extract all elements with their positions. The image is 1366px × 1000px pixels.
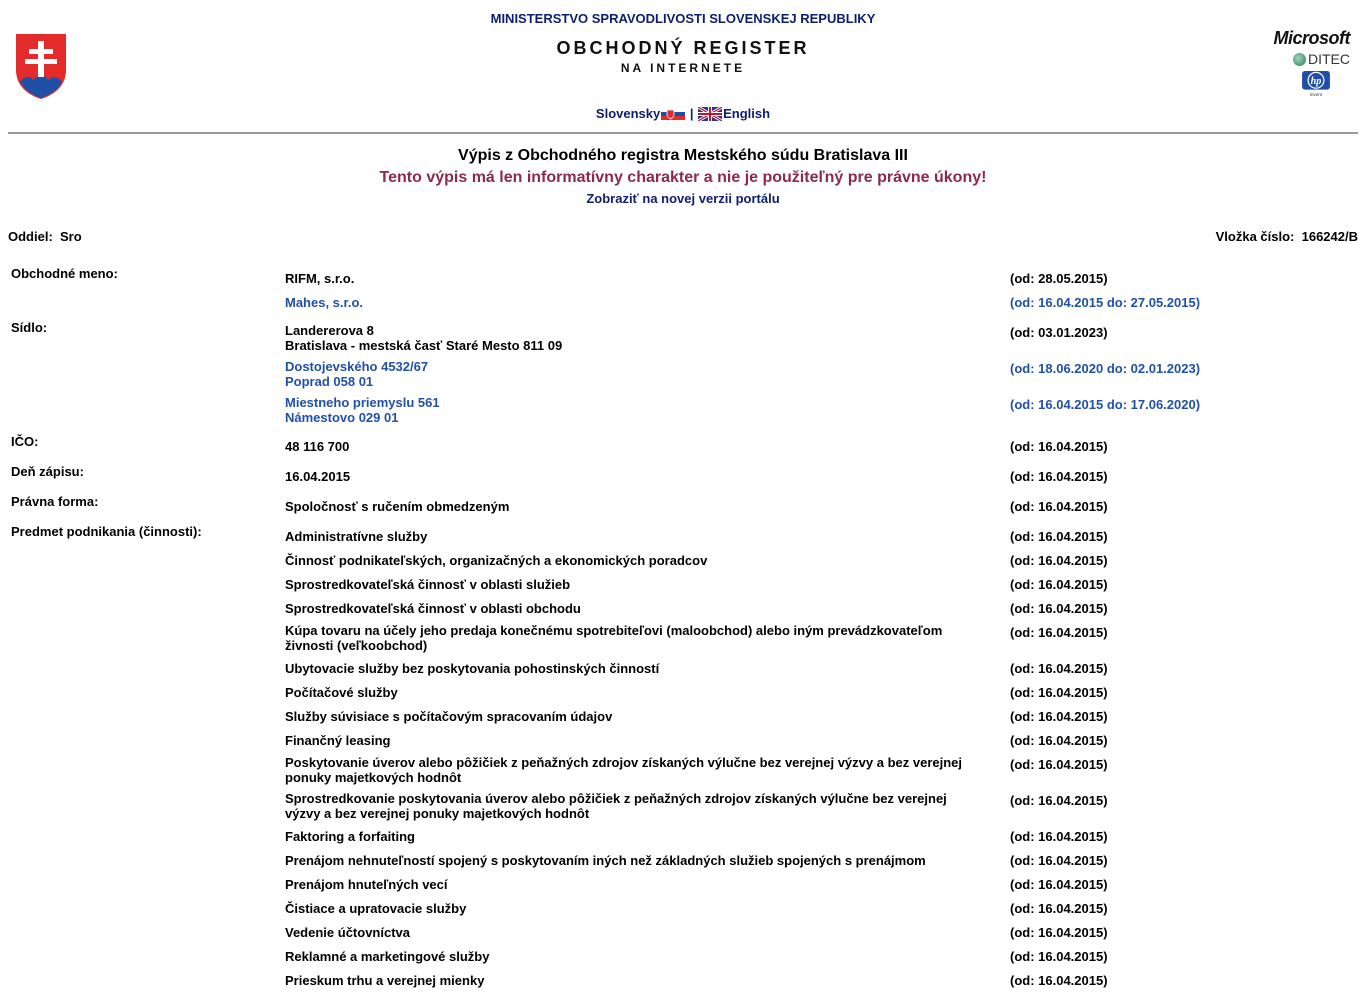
predmet-item: Poskytovanie úverov alebo pôžičiek z peňažných zdrojov získaných výlučne bez verejnej výzvy a bez verejnej ponuky majetkových hodnôt (285, 755, 963, 785)
obchodne-meno-label: Obchodné meno: (11, 266, 118, 281)
obchodne-meno-history-date: (od: 16.04.2015 do: 27.05.2015) (1010, 295, 1201, 310)
vlozka-field (1216, 229, 1358, 244)
hp-logo (1300, 71, 1332, 97)
partner-logos (1254, 28, 1350, 100)
obchodne-meno-history: Mahes, s.r.o. (285, 295, 364, 310)
predmet-item: Čistiace a upratovacie služby (285, 901, 467, 916)
predmet-item-date: (od: 16.04.2015) (1010, 973, 1108, 988)
predmet-item: Počítačové služby (285, 685, 398, 700)
language-slovak-link[interactable]: Slovensky (596, 105, 686, 120)
predmet-item-date: (od: 16.04.2015) (1010, 949, 1108, 964)
sidlo-current-date: (od: 03.01.2023) (1010, 325, 1108, 340)
ico-value: 48 116 700 (285, 439, 350, 454)
predmet-item: Prieskum trhu a verejnej mienky (285, 973, 485, 988)
predmet-item-date: (od: 16.04.2015) (1010, 685, 1108, 700)
new-portal-version-link[interactable]: Zobraziť na novej verzii portálu (586, 191, 780, 206)
sidlo-current-street: Landererova 8 (285, 323, 374, 338)
language-english-link[interactable]: English (697, 105, 770, 120)
obchodne-meno-current: RIFM, s.r.o. (285, 271, 355, 286)
den-zapisu-label: Deň zápisu: (11, 464, 84, 479)
predmet-item-date: (od: 16.04.2015) (1010, 733, 1108, 748)
sidlo-label: Sídlo: (11, 320, 48, 335)
register-subtitle: NA INTERNETE (620, 61, 746, 75)
sidlo-history-1 (285, 359, 985, 389)
predmet-item: Sprostredkovateľská činnosť v oblasti obchodu (285, 601, 581, 616)
predmet-item-date: (od: 16.04.2015) (1010, 529, 1108, 544)
predmet-item-date: (od: 16.04.2015) (1010, 877, 1108, 892)
predmet-item-date: (od: 16.04.2015) (1010, 661, 1108, 676)
den-zapisu-date: (od: 16.04.2015) (1010, 469, 1108, 484)
sidlo-current (285, 323, 985, 353)
pravna-forma-value: Spoločnosť s ručením obmedzeným (285, 499, 510, 514)
predmet-item: Faktoring a forfaiting (285, 829, 415, 844)
microsoft-logo: Microsoft (1273, 28, 1350, 48)
sidlo-history-2-street: Miestneho priemyslu 561 (285, 395, 440, 410)
svg-text:hp: hp (1310, 76, 1322, 87)
svg-text:invent: invent (1309, 92, 1323, 97)
predmet-label: Predmet podnikania (činnosti): (11, 524, 202, 539)
predmet-item: Administratívne služby (285, 529, 428, 544)
ico-label: IČO: (11, 434, 39, 449)
predmet-item-date: (od: 16.04.2015) (1010, 553, 1108, 568)
sidlo-history-1-city: Poprad 058 01 (285, 374, 374, 389)
predmet-item: Finančný leasing (285, 733, 391, 748)
oddiel-field (8, 229, 82, 244)
new-version-container (0, 191, 1366, 206)
predmet-item: Činnosť podnikateľských, organizačných a ekonomických poradcov (285, 553, 708, 568)
predmet-item: Sprostredkovanie poskytovania úverov alebo pôžičiek z peňažných zdrojov získaných výlučne bez verejnej výzvy a bez verejnej ponuky majetkových hodnôt (285, 791, 947, 821)
predmet-item: Kúpa tovaru na účely jeho predaja konečnému spotrebiteľovi (maloobchod) alebo iným prevádzkovateľom živnosti (veľkoobchod) (285, 623, 943, 653)
predmet-item-date: (od: 16.04.2015) (1010, 625, 1108, 640)
ditec-logo: DITEC (1254, 51, 1350, 67)
ministry-title: MINISTERSTVO SPRAVODLIVOSTI SLOVENSKEJ REPUBLIKY (490, 11, 876, 26)
predmet-item: Vedenie účtovníctva (285, 925, 410, 940)
den-zapisu-value: 16.04.2015 (285, 469, 351, 484)
sidlo-history-1-street: Dostojevského 4532/67 (285, 359, 429, 374)
obchodne-meno-current-date: (od: 28.05.2015) (1010, 271, 1108, 286)
oddiel-value: Sro (60, 229, 82, 244)
predmet-item-date: (od: 16.04.2015) (1010, 601, 1108, 616)
ditec-globe-icon (1293, 53, 1306, 66)
vlozka-label: Vložka číslo: (1215, 229, 1295, 244)
oddiel-label: Oddiel: (8, 229, 53, 244)
predmet-item: Prenájom hnuteľných vecí (285, 877, 448, 892)
register-title: OBCHODNÝ REGISTER (556, 38, 810, 58)
predmet-item-date: (od: 16.04.2015) (1010, 853, 1108, 868)
predmet-item-date: (od: 16.04.2015) (1010, 925, 1108, 940)
page-header (0, 0, 1366, 132)
pravna-forma-date: (od: 16.04.2015) (1010, 499, 1108, 514)
sidlo-history-2 (285, 395, 985, 425)
ico-date: (od: 16.04.2015) (1010, 439, 1108, 454)
vlozka-value: 166242/B (1301, 229, 1358, 244)
predmet-item: Služby súvisiace s počítačovým spracovaním údajov (285, 709, 613, 724)
uk-flag-icon (698, 107, 722, 121)
predmet-item: Sprostredkovateľská činnosť v oblasti služieb (285, 577, 571, 592)
informative-warning: Tento výpis má len informatívny charakter a nie je použiteľný pre právne úkony! (379, 169, 987, 186)
pravna-forma-label: Právna forma: (11, 494, 99, 509)
predmet-item-date: (od: 16.04.2015) (1010, 757, 1108, 772)
predmet-item: Reklamné a marketingové služby (285, 949, 490, 964)
excerpt-title: Výpis z Obchodného registra Mestského súdu Bratislava III (458, 147, 908, 164)
predmet-item-date: (od: 16.04.2015) (1010, 793, 1108, 808)
predmet-item: Prenájom nehnuteľností spojený s poskytovaním iných než základných služieb spojených s prenájmom (285, 853, 926, 868)
sidlo-history-1-date: (od: 18.06.2020 do: 02.01.2023) (1010, 361, 1201, 376)
slovak-flag-icon (661, 108, 685, 120)
sidlo-current-city: Bratislava - mestská časť Staré Mesto 811 09 (285, 338, 563, 353)
sidlo-history-2-date: (od: 16.04.2015 do: 17.06.2020) (1010, 397, 1201, 412)
predmet-item-date: (od: 16.04.2015) (1010, 709, 1108, 724)
language-separator: | (689, 106, 694, 122)
predmet-item-date: (od: 16.04.2015) (1010, 577, 1108, 592)
predmet-item: Ubytovacie služby bez poskytovania pohostinských činností (285, 661, 660, 676)
sidlo-history-2-city: Námestovo 029 01 (285, 410, 399, 425)
predmet-item-date: (od: 16.04.2015) (1010, 829, 1108, 844)
predmet-item-date: (od: 16.04.2015) (1010, 901, 1108, 916)
language-switcher (0, 105, 1366, 121)
header-divider (8, 132, 1358, 134)
